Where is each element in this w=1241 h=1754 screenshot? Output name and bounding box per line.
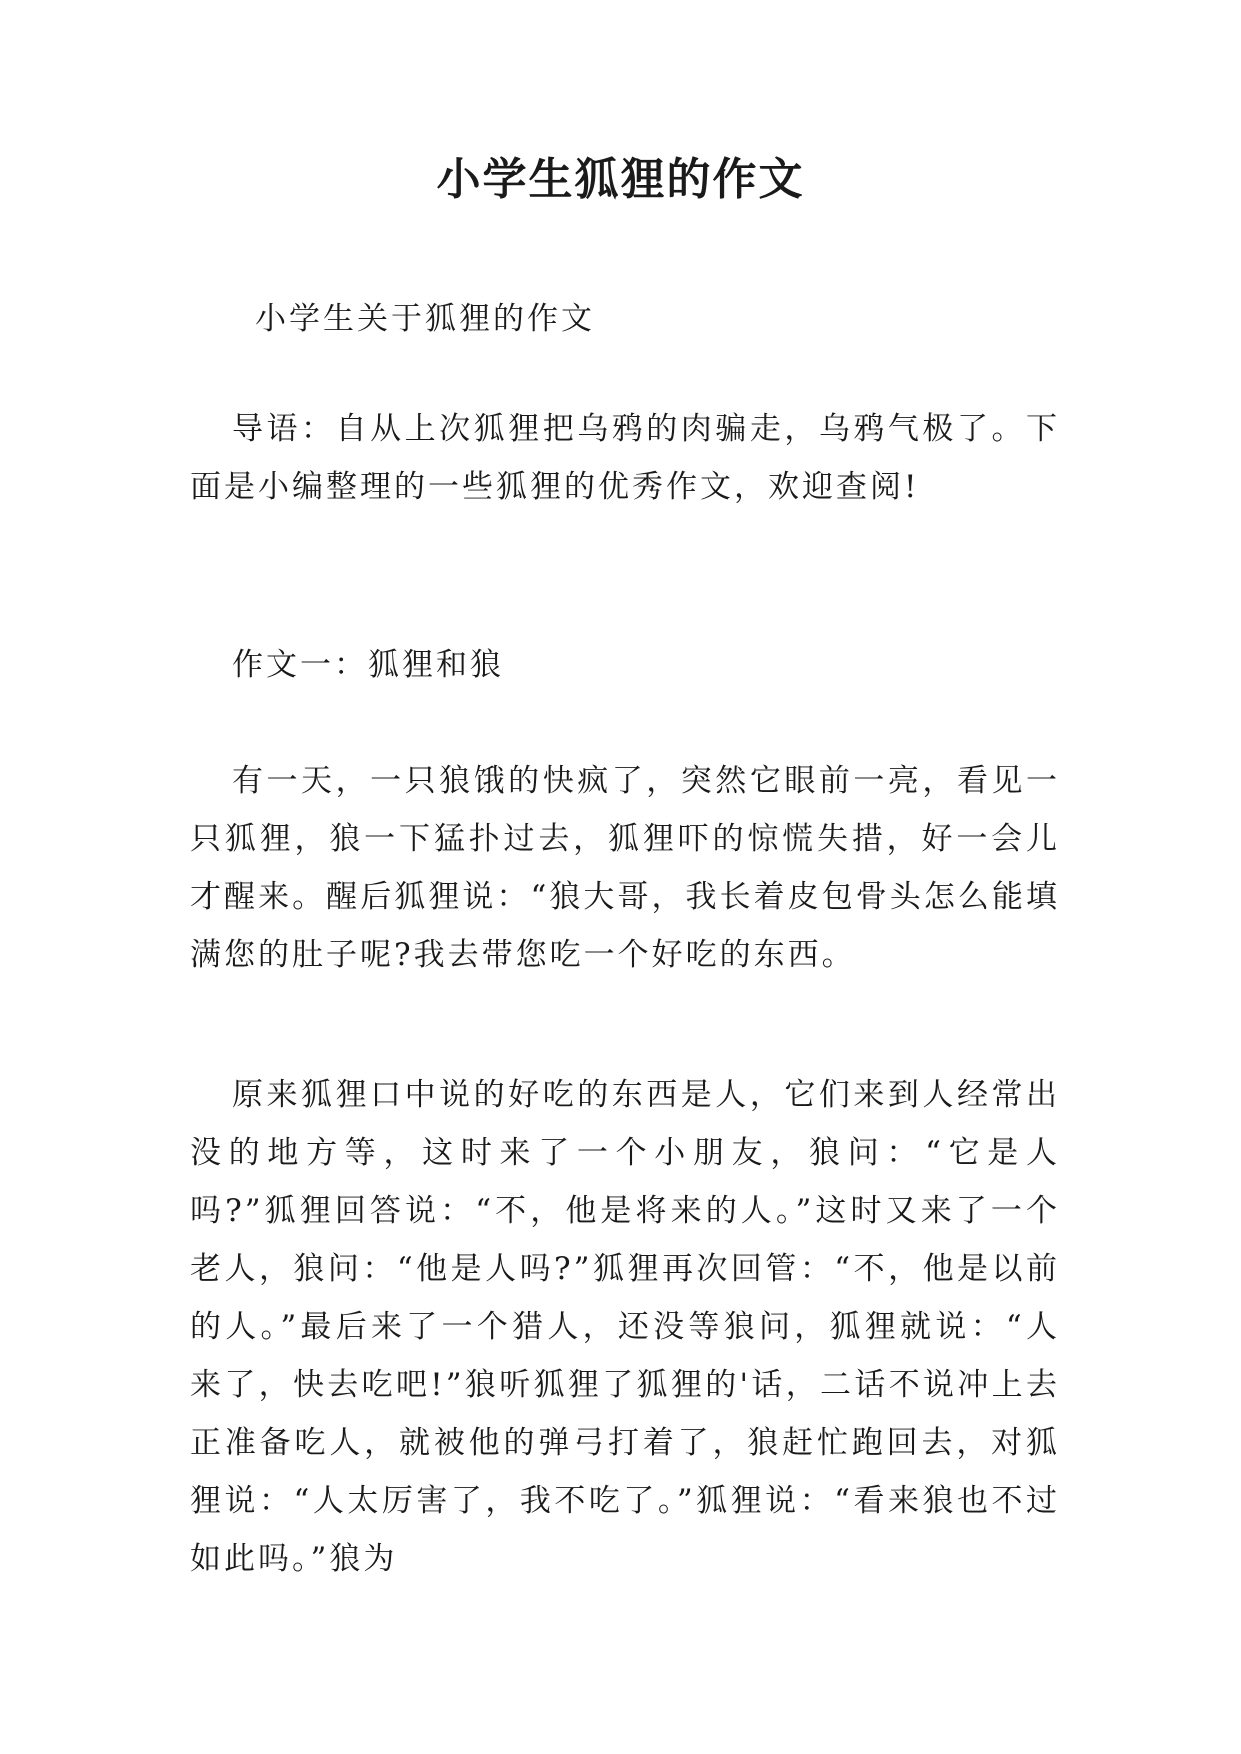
story-paragraph-1: 有一天，一只狼饿的快疯了，突然它眼前一亮，看见一只狐狸，狼一下猛扑过去，狐狸吓的惊慌失措，好一会儿才醒来。醒后狐狸说：“狼大哥，我长着皮包骨头怎么能填满您的肚子呢?我去带您吃一个好吃的东西。 (190, 763, 1060, 973)
story-paragraph-2: 原来狐狸口中说的好吃的东西是人，它们来到人经常出没的地方等，这时来了一个小朋友，狼问：“它是人吗?”狐狸回答说：“不，他是将来的人。”这时又来了一个老人，狼问：“他是人吗?”狐狸再次回管：“不，他是以前的人。”最后来了一个猎人，还没等狼问，狐狸就说：“人来了，快去吃吧!”狼听狐狸了狐狸的'话，二话不说冲上去正准备吃人，就被他的弹弓打着了，狼赶忙跑回去，对狐狸说：“人太厉害了，我不吃了。”狐狸说：“看来狼也不过如此吗。”狼为 (190, 1077, 1060, 1577)
document-subtitle: 小学生关于狐狸的作文 (255, 301, 595, 337)
section-heading: 作文一：狐狸和狼 (232, 647, 504, 683)
document-title: 小学生狐狸的作文 (436, 154, 805, 205)
intro-paragraph: 导语：自从上次狐狸把乌鸦的肉骗走，乌鸦气极了。下面是小编整理的一些狐狸的优秀作文，欢迎查阅! (190, 411, 1060, 505)
